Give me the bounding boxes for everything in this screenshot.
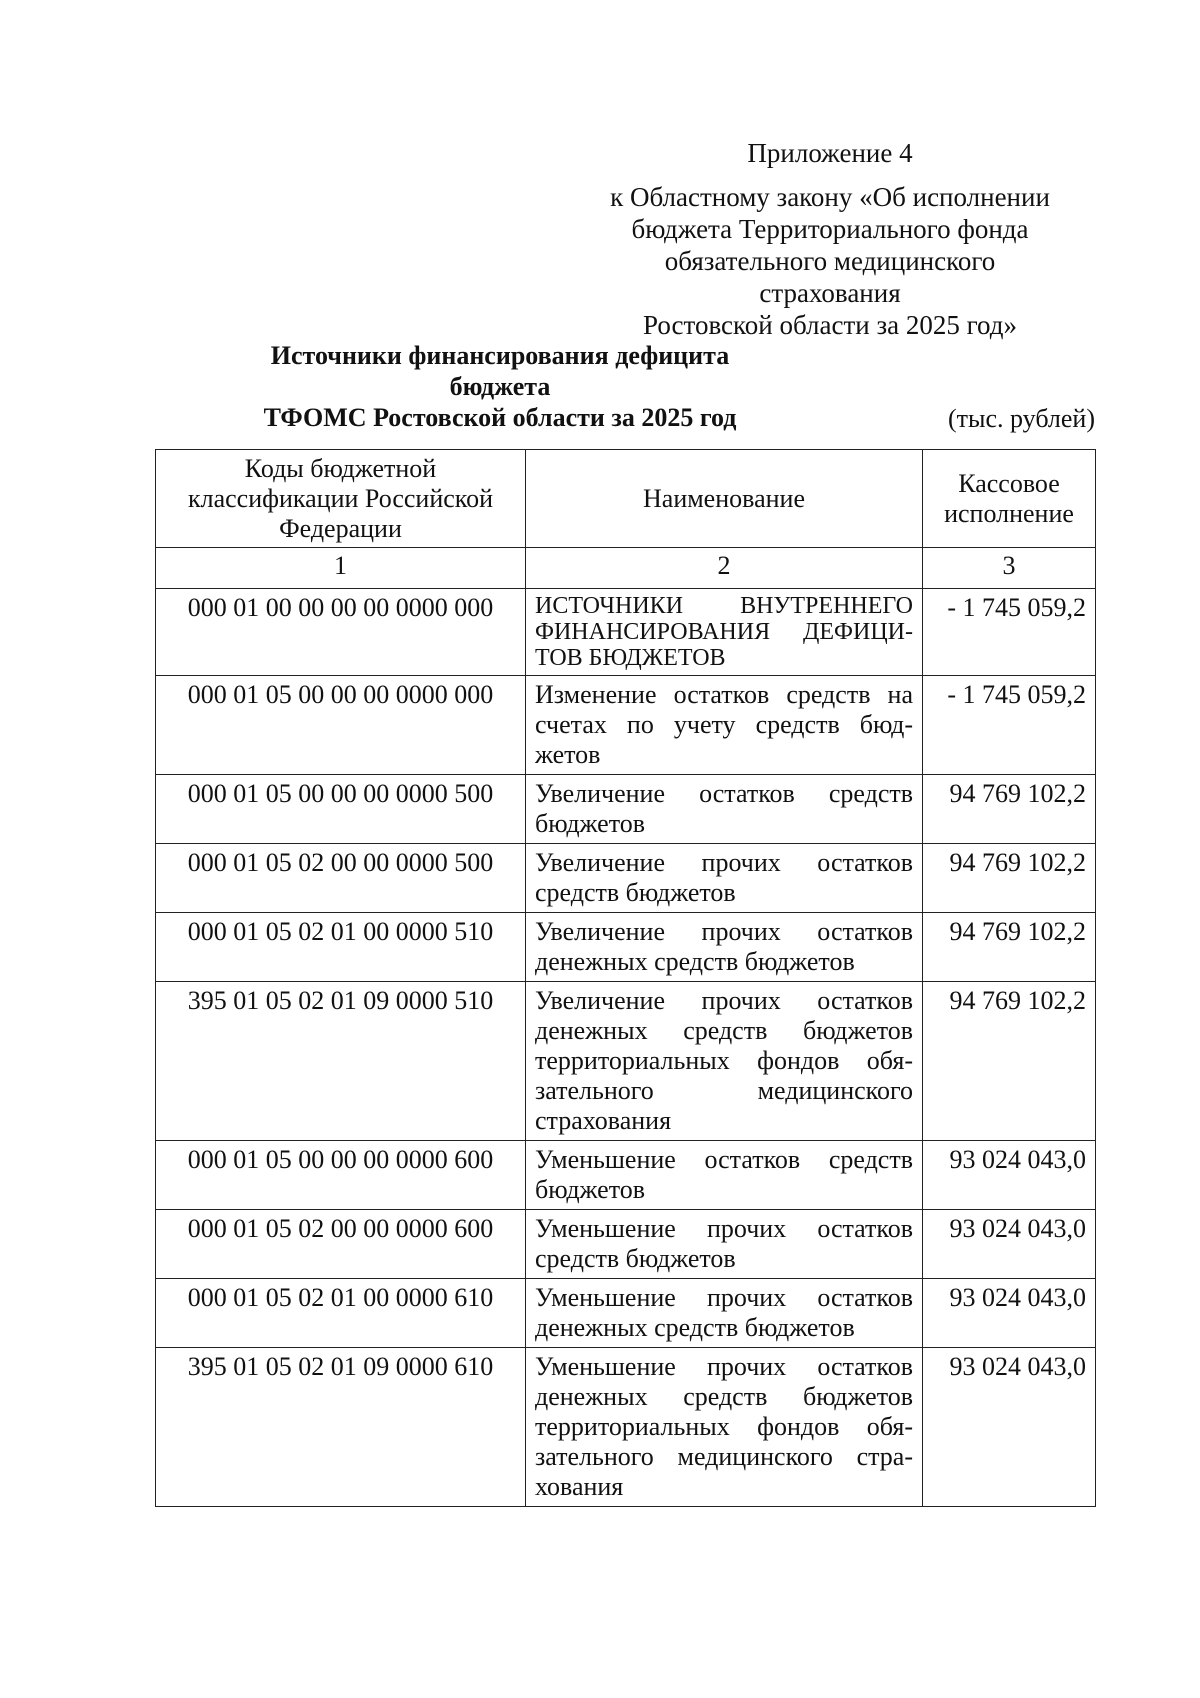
item-name-cell: Увеличение прочих остатков денежных средств бюджетов: [526, 913, 923, 982]
table-body: [156, 548, 1096, 1507]
table-row: [156, 1210, 1096, 1279]
table-row: [156, 1348, 1096, 1507]
table-row: [156, 676, 1096, 775]
item-name-cell: Увеличение прочих остатков средств бюджетов: [526, 844, 923, 913]
budget-code-cell: 395 01 05 02 01 09 0000 510: [156, 982, 526, 1141]
item-name-cell: Уменьшение прочих остатков денежных средств бюджетов: [526, 1279, 923, 1348]
item-name-cell: Уменьшение прочих остатков средств бюджетов: [526, 1210, 923, 1279]
units-note: (тыс. рублей): [947, 404, 1095, 433]
cash-execution-cell: 94 769 102,2: [923, 982, 1096, 1141]
cash-execution-cell: 94 769 102,2: [923, 913, 1096, 982]
budget-code-cell: 000 01 00 00 00 00 0000 000: [156, 589, 526, 676]
cash-execution-cell: 93 024 043,0: [923, 1141, 1096, 1210]
column-number: 3: [923, 548, 1096, 589]
cash-execution-cell: 93 024 043,0: [923, 1279, 1096, 1348]
cash-execution-cell: 93 024 043,0: [923, 1210, 1096, 1279]
budget-code-cell: 000 01 05 02 01 00 0000 510: [156, 913, 526, 982]
table-row: [156, 1279, 1096, 1348]
financing-sources-table: [155, 449, 1096, 1507]
document-title-line: Источники финансирования дефицита бюджета: [270, 341, 730, 401]
table-row: [156, 913, 1096, 982]
budget-code-cell: 000 01 05 00 00 00 0000 000: [156, 676, 526, 775]
item-name-cell: Уменьшение прочих остатков денежных средств бюджетов территориальных фондов обя-зательного медицинского стра-хования: [526, 1348, 923, 1507]
document-title: [250, 340, 750, 433]
appendix-law-line: к Областному закону «Об исполнении: [610, 182, 1050, 212]
budget-code-cell: 000 01 05 00 00 00 0000 500: [156, 775, 526, 844]
item-name-cell: Увеличение прочих остатков денежных средств бюджетов территориальных фондов обя-зательного медицинского страхования: [526, 982, 923, 1141]
column-header-codes: Коды бюджетной классификации Российской Федерации: [156, 450, 526, 548]
cash-execution-cell: 93 024 043,0: [923, 1348, 1096, 1507]
item-name-cell: ИСТОЧНИКИ ВНУТРЕННЕГО ФИНАНСИРОВАНИЯ ДЕФИЦИ-ТОВ БЮДЖЕТОВ: [526, 589, 923, 676]
table-row: [156, 844, 1096, 913]
table-row: [156, 982, 1096, 1141]
item-name-cell: Уменьшение остатков средств бюджетов: [526, 1141, 923, 1210]
table-row: [156, 1141, 1096, 1210]
appendix-law-reference: [600, 181, 1060, 341]
column-header-execution: Кассовое исполнение: [923, 450, 1096, 548]
item-name-cell: Изменение остатков средств на счетах по учету средств бюд-жетов: [526, 676, 923, 775]
cash-execution-cell: - 1 745 059,2: [923, 589, 1096, 676]
table-header-row: [156, 450, 1096, 548]
budget-code-cell: 000 01 05 02 00 00 0000 500: [156, 844, 526, 913]
appendix-law-line: обязательного медицинского страхования: [664, 246, 996, 308]
column-header-name: Наименование: [526, 450, 923, 548]
column-number: 1: [156, 548, 526, 589]
table-row: [156, 775, 1096, 844]
cash-execution-cell: - 1 745 059,2: [923, 676, 1096, 775]
document-title-line: ТФОМС Ростовской области за 2025 год: [263, 403, 737, 432]
cash-execution-cell: 94 769 102,2: [923, 775, 1096, 844]
column-numbering-row: [156, 548, 1096, 589]
appendix-law-line: бюджета Территориального фонда: [631, 214, 1029, 244]
budget-code-cell: 000 01 05 00 00 00 0000 600: [156, 1141, 526, 1210]
cash-execution-cell: 94 769 102,2: [923, 844, 1096, 913]
appendix-number: Приложение 4: [747, 138, 913, 168]
table-row: [156, 589, 1096, 676]
appendix-law-line: Ростовской области за 2025 год»: [643, 310, 1017, 340]
budget-code-cell: 000 01 05 02 01 00 0000 610: [156, 1279, 526, 1348]
item-name-cell: Увеличение остатков средств бюджетов: [526, 775, 923, 844]
budget-code-cell: 395 01 05 02 01 09 0000 610: [156, 1348, 526, 1507]
column-number: 2: [526, 548, 923, 589]
table-header: [156, 450, 1096, 548]
budget-code-cell: 000 01 05 02 00 00 0000 600: [156, 1210, 526, 1279]
